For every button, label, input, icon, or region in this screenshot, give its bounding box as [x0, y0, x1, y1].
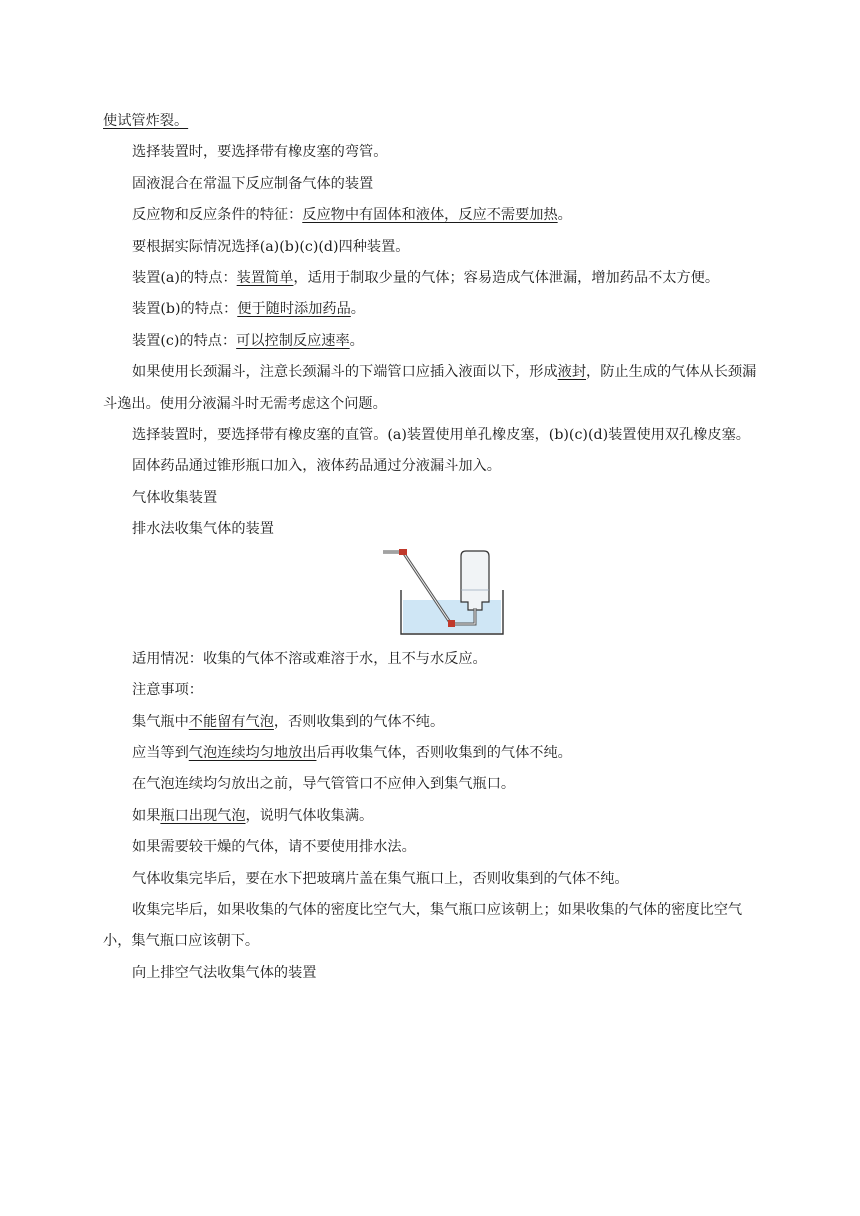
- underlined-answer: 反应物中有固体和液体，反应不需要加热: [302, 207, 558, 224]
- line-19: [103, 832, 763, 863]
- text-span: ，否则收集到的气体不纯。: [273, 713, 445, 730]
- gas-jar: [461, 551, 489, 610]
- line-22: [103, 958, 763, 989]
- text-span: 收集完毕后，如果收集的气体的密度比空气大，集气瓶口应该朝上；如果收集的气体的密度比空气小，集气瓶口应该朝下。: [103, 901, 743, 950]
- rubber-connector-top: [399, 549, 407, 555]
- line-14: [103, 675, 763, 706]
- water-displacement-gas-collection-apparatus-icon: [381, 546, 507, 638]
- line-8: [103, 357, 763, 420]
- underlined-answer: 使试管炸裂。: [103, 113, 189, 129]
- text-span: 后再收集气体，否则收集到的气体不纯。: [316, 744, 572, 761]
- text-span: 选择装置时，要选择带有橡皮塞的直管。(a)装置使用单孔橡皮塞，(b)(c)(d)装置使用双孔橡皮塞。: [132, 427, 750, 444]
- line-13: [103, 644, 763, 675]
- text-span: ，说明气体收集满。: [245, 807, 374, 824]
- text-span: 选择装置时，要选择带有橡皮塞的弯管。: [132, 144, 388, 161]
- underlined-answer: 装置简单: [236, 270, 294, 287]
- line-7: [103, 326, 763, 357]
- text-span: 反应物和反应条件的特征：: [132, 207, 303, 224]
- rubber-connector-bottom: [448, 620, 455, 627]
- underlined-answer: 不能留有气泡: [188, 713, 274, 730]
- underlined-answer: 可以控制反应速率: [236, 332, 350, 349]
- line-9: [103, 420, 763, 451]
- water-displacement-apparatus-figure: [103, 546, 763, 644]
- text-span: 如果需要较干燥的气体，请不要使用排水法。: [132, 839, 416, 856]
- text-span: 如果: [132, 807, 161, 824]
- line-6: [103, 294, 763, 325]
- text-span: 装置(a)的特点：: [132, 270, 237, 287]
- text-span: 向上排空气法收集气体的装置: [132, 964, 317, 981]
- line-15: [103, 707, 763, 738]
- line-5: [103, 263, 763, 294]
- text-span: 应当等到: [132, 744, 189, 761]
- text-span: 在气泡连续均匀放出之前，导气管管口不应伸入到集气瓶口。: [132, 776, 516, 793]
- text-span: 固液混合在常温下反应制备气体的装置: [132, 175, 374, 192]
- underlined-answer: 液封: [557, 364, 587, 381]
- line-18: [103, 801, 763, 832]
- line-1: [103, 137, 763, 168]
- text-span: 装置(b)的特点：: [132, 301, 238, 318]
- underlined-answer: 瓶口出现气泡: [160, 807, 246, 824]
- text-span: 气体收集完毕后，要在水下把玻璃片盖在集气瓶口上，否则收集到的气体不纯。: [132, 870, 629, 887]
- line-0: [103, 106, 763, 137]
- text-span: 装置(c)的特点：: [132, 332, 237, 349]
- text-span: 要根据实际情况选择(a)(b)(c)(d)四种装置。: [132, 238, 410, 255]
- line-17: [103, 769, 763, 800]
- underlined-answer: 气泡连续均匀地放出: [188, 744, 317, 761]
- text-span: 气体收集装置: [132, 489, 218, 506]
- line-12: [103, 514, 763, 545]
- text-span: 如果使用长颈漏斗，注意长颈漏斗的下端管口应插入液面以下，形成: [132, 364, 558, 381]
- line-3: [103, 200, 763, 231]
- document-body: [103, 106, 763, 989]
- text-span: 固体药品通过锥形瓶口加入，液体药品通过分液漏斗加入。: [132, 458, 501, 475]
- text-span: ，适用于制取少量的气体；容易造成气体泄漏，增加药品不太方便。: [293, 270, 720, 287]
- line-10: [103, 451, 763, 482]
- text-span: 。: [349, 332, 364, 349]
- text-span: 集气瓶中: [132, 713, 189, 730]
- line-21: [103, 895, 763, 958]
- text-span: 排水法收集气体的装置: [132, 521, 274, 538]
- text-span: 。: [350, 301, 365, 318]
- line-16: [103, 738, 763, 769]
- line-20: [103, 864, 763, 895]
- text-span: 适用情况：收集的气体不溶或难溶于水，且不与水反应。: [132, 650, 487, 667]
- text-span: 。: [557, 207, 572, 224]
- line-11: [103, 483, 763, 514]
- text-span: ，防止生成的气体从长颈漏斗逸出。使用分液漏斗时无需考虑这个问题。: [103, 364, 757, 412]
- line-2: [103, 169, 763, 200]
- text-span: 注意事项：: [132, 682, 203, 699]
- line-4: [103, 232, 763, 263]
- underlined-answer: 便于随时添加药品: [237, 301, 351, 318]
- water-region: [403, 600, 501, 633]
